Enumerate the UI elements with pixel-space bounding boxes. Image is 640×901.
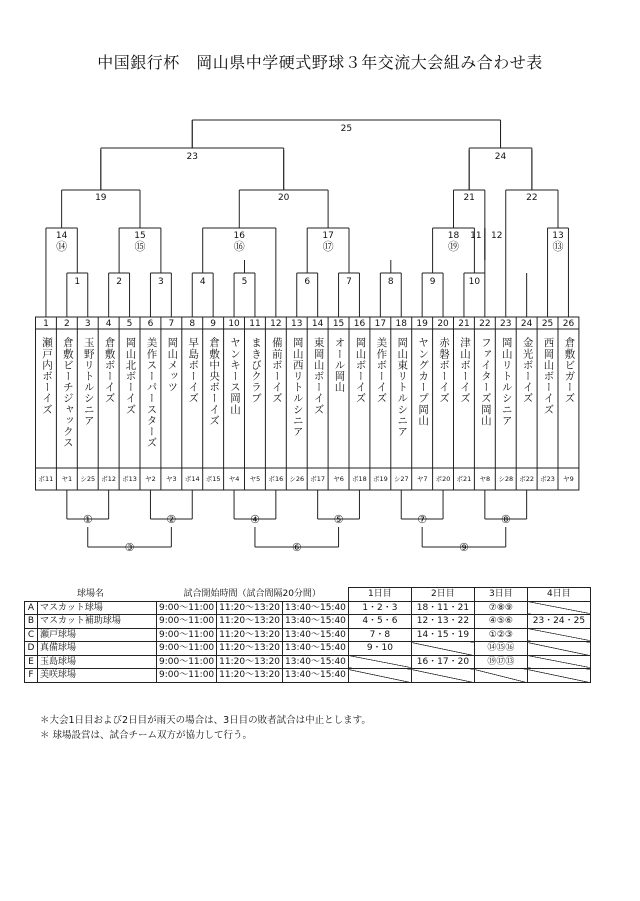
time-slot-1: 9:00～11:00	[157, 642, 217, 656]
day4-games	[527, 655, 590, 669]
loser-link-number: ⑬	[552, 240, 564, 253]
note-setup: ＊ 球場設営は、試合チーム双方が協力して行う。	[40, 730, 253, 741]
loser-link-number: ⑰	[322, 240, 334, 253]
day4-games: 23・24・25	[527, 615, 590, 629]
team-number: 26	[562, 319, 575, 329]
day2-games	[411, 669, 474, 683]
team-code: ボ13	[122, 475, 137, 483]
venue-letter: A	[25, 601, 38, 615]
time-slot-1: 9:00～11:00	[157, 669, 217, 683]
team-code: ボ18	[352, 475, 367, 483]
loser-game-number: ⑤	[333, 513, 344, 526]
team-name: ヤングカープ岡山	[417, 337, 430, 426]
team-name: 岡山ボーイズ	[354, 337, 367, 404]
game-number: 16	[233, 231, 246, 241]
team-code: ヤ4	[228, 475, 240, 483]
team-code: ボ14	[184, 475, 200, 483]
game-number: 13	[552, 231, 564, 241]
team-name: 岡山西リトルシニア	[291, 337, 304, 437]
schedule-row	[25, 628, 591, 642]
team-name: 赤磐ボーイズ	[438, 337, 451, 404]
day4-games	[527, 642, 590, 656]
time-slot-2: 11:20～13:20	[217, 601, 283, 615]
team-number: 15	[332, 319, 345, 329]
loser-game-number: ⑥	[291, 541, 302, 554]
game-number: 17	[322, 231, 334, 241]
day4-games	[527, 601, 590, 615]
team-name: 美作スーパースターズ	[145, 337, 158, 448]
team-number: 10	[228, 319, 240, 329]
team-code: シ27	[393, 475, 409, 483]
time-slot-1: 9:00～11:00	[157, 615, 217, 629]
team-code: ボ12	[101, 475, 117, 483]
team-name: ファイターズ岡山	[479, 337, 492, 426]
time-slot-2: 11:20～13:20	[217, 628, 283, 642]
team-number: 2	[63, 319, 70, 329]
final-game-number: 25	[340, 124, 353, 134]
time-header: 試合開始時間（試合間隔20分間）	[183, 589, 321, 599]
team-name: 西岡山ボーイズ	[542, 337, 555, 415]
team-code: ボ11	[38, 475, 54, 483]
game-number: 2	[116, 277, 122, 287]
schedule-row	[25, 642, 591, 656]
game-number: 23	[186, 152, 198, 162]
team-code: シ26	[289, 475, 305, 483]
time-slot-2: 11:20～13:20	[217, 642, 283, 656]
team-number: 1	[43, 319, 49, 329]
loser-link-number: ⑯	[233, 240, 245, 253]
venue-name: 真備球場	[38, 642, 157, 656]
game-number: 24	[494, 152, 507, 162]
team-code: ボ21	[456, 475, 472, 483]
time-slot-1: 9:00～11:00	[157, 628, 217, 642]
venue-name: 玉島球場	[38, 655, 157, 669]
team-name: 倉敷中央ボーイズ	[208, 337, 221, 426]
schedule-row	[25, 615, 591, 629]
game-number: 21	[463, 193, 475, 203]
team-code: ヤ8	[479, 475, 491, 483]
day2-games: 12・13・22	[411, 615, 474, 629]
loser-game-number: ④	[250, 513, 260, 526]
team-name: 倉敷ビガーズ	[563, 337, 576, 404]
game-number: 22	[526, 193, 538, 203]
schedule-table	[24, 587, 591, 683]
team-number: 24	[520, 319, 533, 329]
schedule-row	[25, 655, 591, 669]
game-number: 12	[491, 231, 503, 241]
team-number: 18	[395, 319, 407, 329]
team-name: 岡山北ボーイズ	[124, 337, 137, 415]
team-name: ヤンキース岡山	[229, 337, 242, 415]
team-number: 17	[374, 319, 387, 329]
team-code: ボ20	[435, 475, 451, 483]
team-name: 岡山メッツ	[166, 337, 179, 393]
team-number: 13	[291, 319, 303, 329]
venue-letter: C	[25, 628, 38, 642]
team-name: オール岡山	[333, 337, 346, 393]
team-name: 備前ボーイズ	[270, 337, 283, 404]
game-number: 8	[387, 277, 394, 287]
team-number: 8	[189, 319, 196, 329]
day4-games	[527, 628, 590, 642]
game-number: 7	[346, 277, 352, 287]
team-name: 岡山東リトルシニア	[396, 337, 409, 437]
loser-game-number: ⑦	[417, 513, 428, 526]
team-number: 23	[500, 319, 512, 329]
team-name: 金光ボーイズ	[521, 337, 534, 404]
team-number: 7	[168, 319, 175, 329]
team-number: 20	[437, 319, 449, 329]
schedule-header-row	[25, 588, 591, 602]
loser-game-number: ⑨	[459, 541, 469, 554]
schedule-row	[25, 669, 591, 683]
team-code: ボ23	[540, 475, 555, 483]
time-slot-2: 11:20～13:20	[217, 655, 283, 669]
page-title: 中国銀行杯 岡山県中学硬式野球３年交流大会組み合わせ表	[97, 53, 543, 72]
time-slot-2: 11:20～13:20	[217, 615, 283, 629]
venue-letter: F	[25, 669, 38, 683]
day1-games: 7・8	[348, 628, 411, 642]
team-code: ヤ7	[416, 475, 428, 483]
venue-name: 美咲球場	[38, 669, 157, 683]
team-code: ヤ6	[333, 475, 344, 483]
team-number: 3	[84, 319, 91, 329]
team-code: ヤ9	[563, 475, 574, 483]
team-code: ボ16	[268, 475, 284, 483]
day3-games: ⑭⑮⑯	[474, 642, 527, 656]
team-name: まきびクラブ	[249, 337, 262, 404]
team-number: 19	[416, 319, 428, 329]
time-slot-1: 9:00～11:00	[157, 601, 217, 615]
team-code: ボ17	[310, 475, 326, 483]
team-code: ボ15	[205, 475, 221, 483]
loser-game-number: ⑧	[500, 513, 511, 526]
team-code: ヤ2	[145, 475, 156, 483]
venue-name: 瀬戸球場	[38, 628, 157, 642]
game-number: 15	[134, 231, 146, 241]
day2-games: 18・11・21	[411, 601, 474, 615]
team-number: 11	[249, 319, 261, 329]
loser-game-number: ③	[124, 541, 135, 554]
venue-letter: D	[25, 642, 38, 656]
venue-name: マスカット球場	[38, 601, 157, 615]
team-code: ボ22	[519, 475, 535, 483]
day1-games	[348, 669, 411, 683]
game-number: 10	[468, 277, 481, 287]
team-name: 東岡山ボーイズ	[312, 337, 325, 415]
team-code: ボ19	[372, 475, 388, 483]
game-number: 5	[241, 277, 248, 287]
day1-games: 4・5・6	[348, 615, 411, 629]
team-number: 9	[210, 319, 217, 329]
loser-link-number: ⑲	[448, 240, 459, 253]
team-code: シ25	[80, 475, 96, 483]
day1-games: 1・2・3	[348, 601, 411, 615]
team-number: 21	[458, 319, 470, 329]
team-name: 岡山リトルシニア	[500, 337, 513, 426]
day2-games: 16・17・20	[411, 655, 474, 669]
time-slot-3: 13:40～15:40	[283, 628, 349, 642]
team-name: 玉野リトルシニア	[82, 337, 95, 426]
venue-header: 球場名	[76, 589, 104, 599]
team-number: 4	[105, 319, 112, 329]
game-number: 1	[74, 277, 81, 287]
day4-header: 4日目	[527, 588, 590, 602]
loser-game-number: ②	[166, 513, 177, 526]
team-number: 16	[353, 319, 366, 329]
day3-games: ⑦⑧⑨	[474, 601, 527, 615]
schedule-row	[25, 601, 591, 615]
game-number: 4	[199, 277, 206, 287]
team-number: 6	[147, 319, 154, 329]
team-name: 早島ボーイズ	[187, 337, 200, 404]
schedule-body	[25, 601, 591, 682]
loser-link-number: ⑭	[56, 240, 68, 253]
game-number: 3	[158, 277, 164, 287]
team-code: ヤ3	[166, 475, 177, 483]
game-number: 19	[95, 193, 107, 203]
time-slot-3: 13:40～15:40	[283, 669, 349, 683]
team-number: 22	[479, 319, 491, 329]
note-rain: ＊大会1日目および2日目が雨天の場合は、3日目の敗者試合は中止とします。	[40, 715, 371, 726]
time-slot-3: 13:40～15:40	[283, 655, 349, 669]
day1-games	[348, 655, 411, 669]
team-number: 5	[126, 319, 133, 329]
time-slot-3: 13:40～15:40	[283, 642, 349, 656]
team-name: 瀬戸内ボーイズ	[40, 337, 53, 415]
game-number: 11	[470, 231, 482, 241]
team-name: 倉敷ビーチジャックス	[61, 337, 74, 448]
time-slot-3: 13:40～15:40	[283, 601, 349, 615]
day1-games: 9・10	[348, 642, 411, 656]
day2-header: 2日目	[411, 588, 474, 602]
team-code: ヤ5	[249, 475, 261, 483]
time-slot-1: 9:00～11:00	[157, 655, 217, 669]
team-number: 14	[311, 319, 324, 329]
loser-link-number: ⑮	[134, 240, 146, 253]
game-number: 14	[55, 231, 68, 241]
time-slot-2: 11:20～13:20	[217, 669, 283, 683]
team-name: 倉敷ボーイズ	[103, 337, 116, 404]
venue-letter: B	[25, 615, 38, 629]
venue-letter: E	[25, 655, 38, 669]
team-code: シ28	[498, 475, 514, 483]
loser-game-number: ①	[82, 513, 93, 526]
team-number: 25	[541, 319, 554, 329]
game-number: 9	[429, 277, 436, 287]
team-name: 美作ボーイズ	[375, 337, 388, 404]
day3-games: ⑲⑰⑬	[474, 655, 527, 669]
team-number: 12	[270, 319, 282, 329]
day1-header: 1日目	[348, 588, 411, 602]
day3-games: ①②③	[474, 628, 527, 642]
team-name: 津山ボーイズ	[458, 337, 471, 404]
team-code: ヤ1	[61, 475, 73, 483]
day2-games: 14・15・19	[411, 628, 474, 642]
day3-games	[474, 669, 527, 683]
game-number: 18	[447, 231, 460, 241]
day2-games	[411, 642, 474, 656]
game-number: 6	[304, 277, 311, 287]
time-slot-3: 13:40～15:40	[283, 615, 349, 629]
venue-name: マスカット補助球場	[38, 615, 157, 629]
day4-games	[527, 669, 590, 683]
game-number: 20	[277, 193, 290, 203]
day3-games: ④⑤⑥	[474, 615, 527, 629]
day3-header: 3日目	[474, 588, 527, 602]
